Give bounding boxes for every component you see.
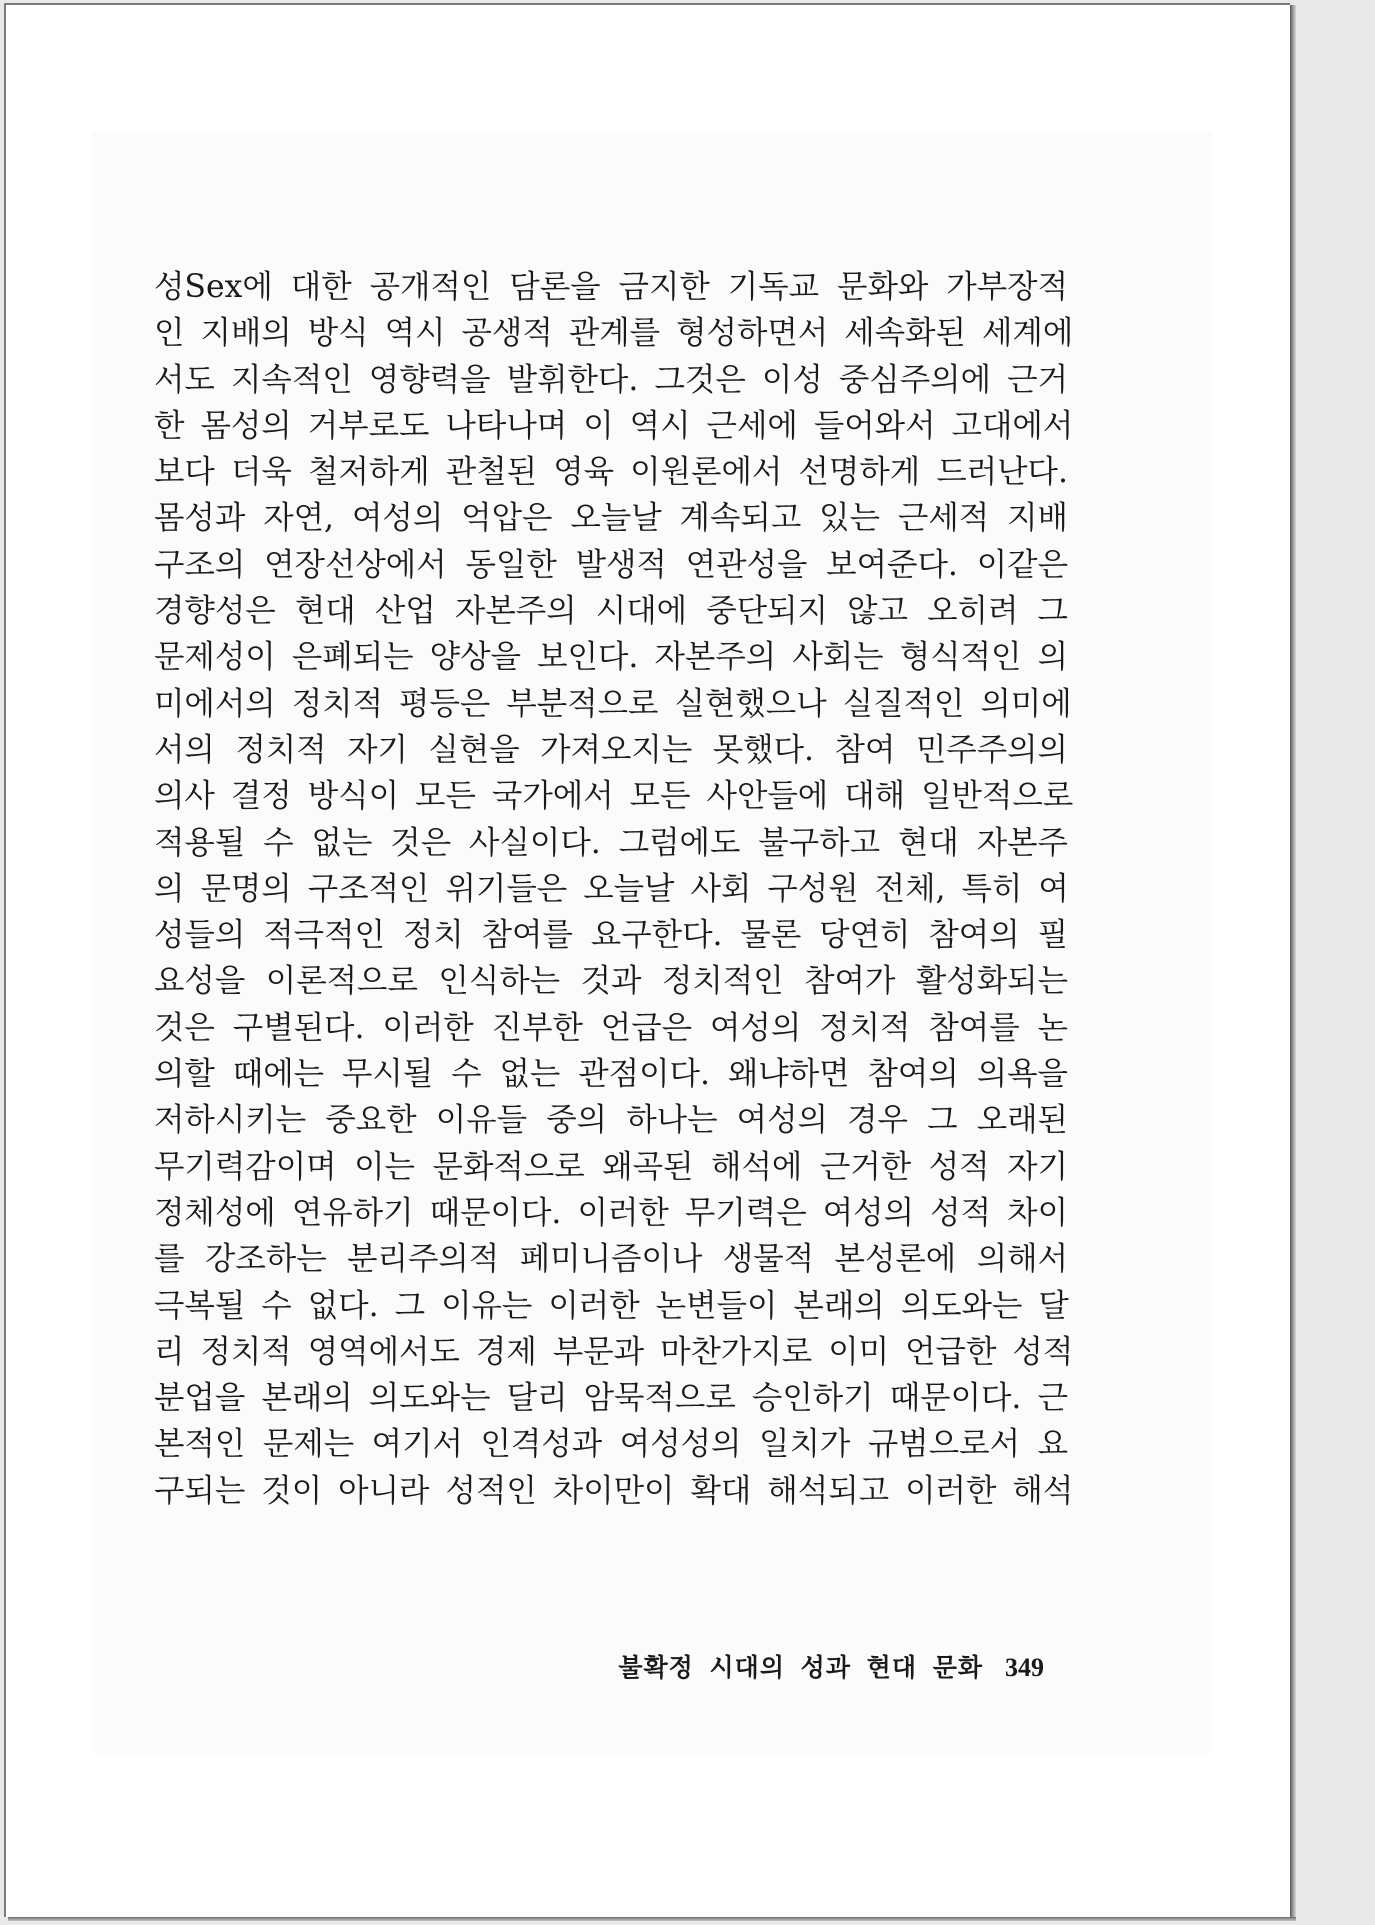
text-line: 성Sex에 대한 공개적인 담론을 금지한 기독교 문화와 가부장적 [154,269,1068,305]
text-line: 요성을 이론적으로 인식하는 것과 정치적인 참여가 활성화되는 [154,963,1068,1000]
text-line: 구조의 연장선상에서 동일한 발생적 연관성을 보여준다. 이같은 [154,546,1068,583]
text-line: 구되는 것이 아니라 성적인 차이만이 확대 해석되고 이러한 해석 [154,1472,1074,1509]
text-line: 본적인 문제는 여기서 인격성과 여성성의 일치가 규범으로서 요 [154,1426,1068,1463]
text-line: 문제성이 은폐되는 양상을 보인다. 자본주의 사회는 형식적인 의 [154,639,1068,676]
text-line: 분업을 본래의 의도와는 달리 암묵적으로 승인하기 때문이다. 근 [154,1380,1068,1417]
text-line: 것은 구별된다. 이러한 진부한 언급은 여성의 정치적 참여를 논 [154,1009,1068,1046]
text-line: 의할 때에는 무시될 수 없는 관점이다. 왜냐하면 참여의 의욕을 [154,1056,1068,1093]
text-line: 보다 더욱 철저하게 관철된 영육 이원론에서 선명하게 드러난다. [154,454,1068,491]
text-line: 미에서의 정치적 평등은 부분적으로 실현했으나 실질적인 의미에 [154,685,1072,722]
text-line: 저하시키는 중요한 이유들 중의 하나는 여성의 경우 그 오래된 [154,1102,1068,1139]
text-line: 의 문명의 구조적인 위기들은 오늘날 사회 구성원 전체, 특히 여 [154,870,1069,907]
text-line: 무기력감이며 이는 문화적으로 왜곡된 해석에 근거한 성적 자기 [154,1148,1068,1185]
text-line: 를 강조하는 분리주의적 페미니즘이나 생물적 본성론에 의해서 [154,1241,1068,1278]
page-footer [610,1648,1044,1684]
body-text [154,264,1074,1514]
page-number: 349 [1005,1653,1044,1682]
text-line: 적용될 수 없는 것은 사실이다. 그럼에도 불구하고 현대 자본주 [154,824,1068,861]
text-line: 극복될 수 없다. 그 이유는 이러한 논변들이 본래의 의도와는 달 [154,1287,1069,1324]
page-bottom-shadow [8,1917,1296,1921]
text-line: 서의 정치적 자기 실현을 가져오지는 못했다. 참여 민주주의의 [154,731,1068,768]
text-line: 성들의 적극적인 정치 참여를 요구한다. 물론 당연히 참여의 필 [154,917,1068,954]
text-line: 서도 지속적인 영향력을 발휘한다. 그것은 이성 중심주의에 근거 [154,361,1068,398]
text-line: 경향성은 현대 산업 자본주의 시대에 중단되지 않고 오히려 그 [154,593,1068,630]
text-line: 몸성과 자연, 여성의 억압은 오늘날 계속되고 있는 근세적 지배 [154,500,1068,537]
text-line: 리 정치적 영역에서도 경제 부문과 마찬가지로 이미 언급한 성적 [154,1333,1074,1370]
text-line: 정체성에 연유하기 때문이다. 이러한 무기력은 여성의 성적 차이 [154,1194,1068,1231]
page-edge-shadow [1290,5,1296,1919]
text-line: 한 몸성의 거부로도 나타나며 이 역시 근세에 들어와서 고대에서 [154,407,1074,444]
text-line: 의사 결정 방식이 모든 국가에서 모든 사안들에 대해 일반적으로 [154,778,1074,815]
running-title: 불확정 시대의 성과 현대 문화 [618,1653,983,1682]
text-line: 인 지배의 방식 역시 공생적 관계를 형성하면서 세속화된 세계에 [154,315,1074,352]
